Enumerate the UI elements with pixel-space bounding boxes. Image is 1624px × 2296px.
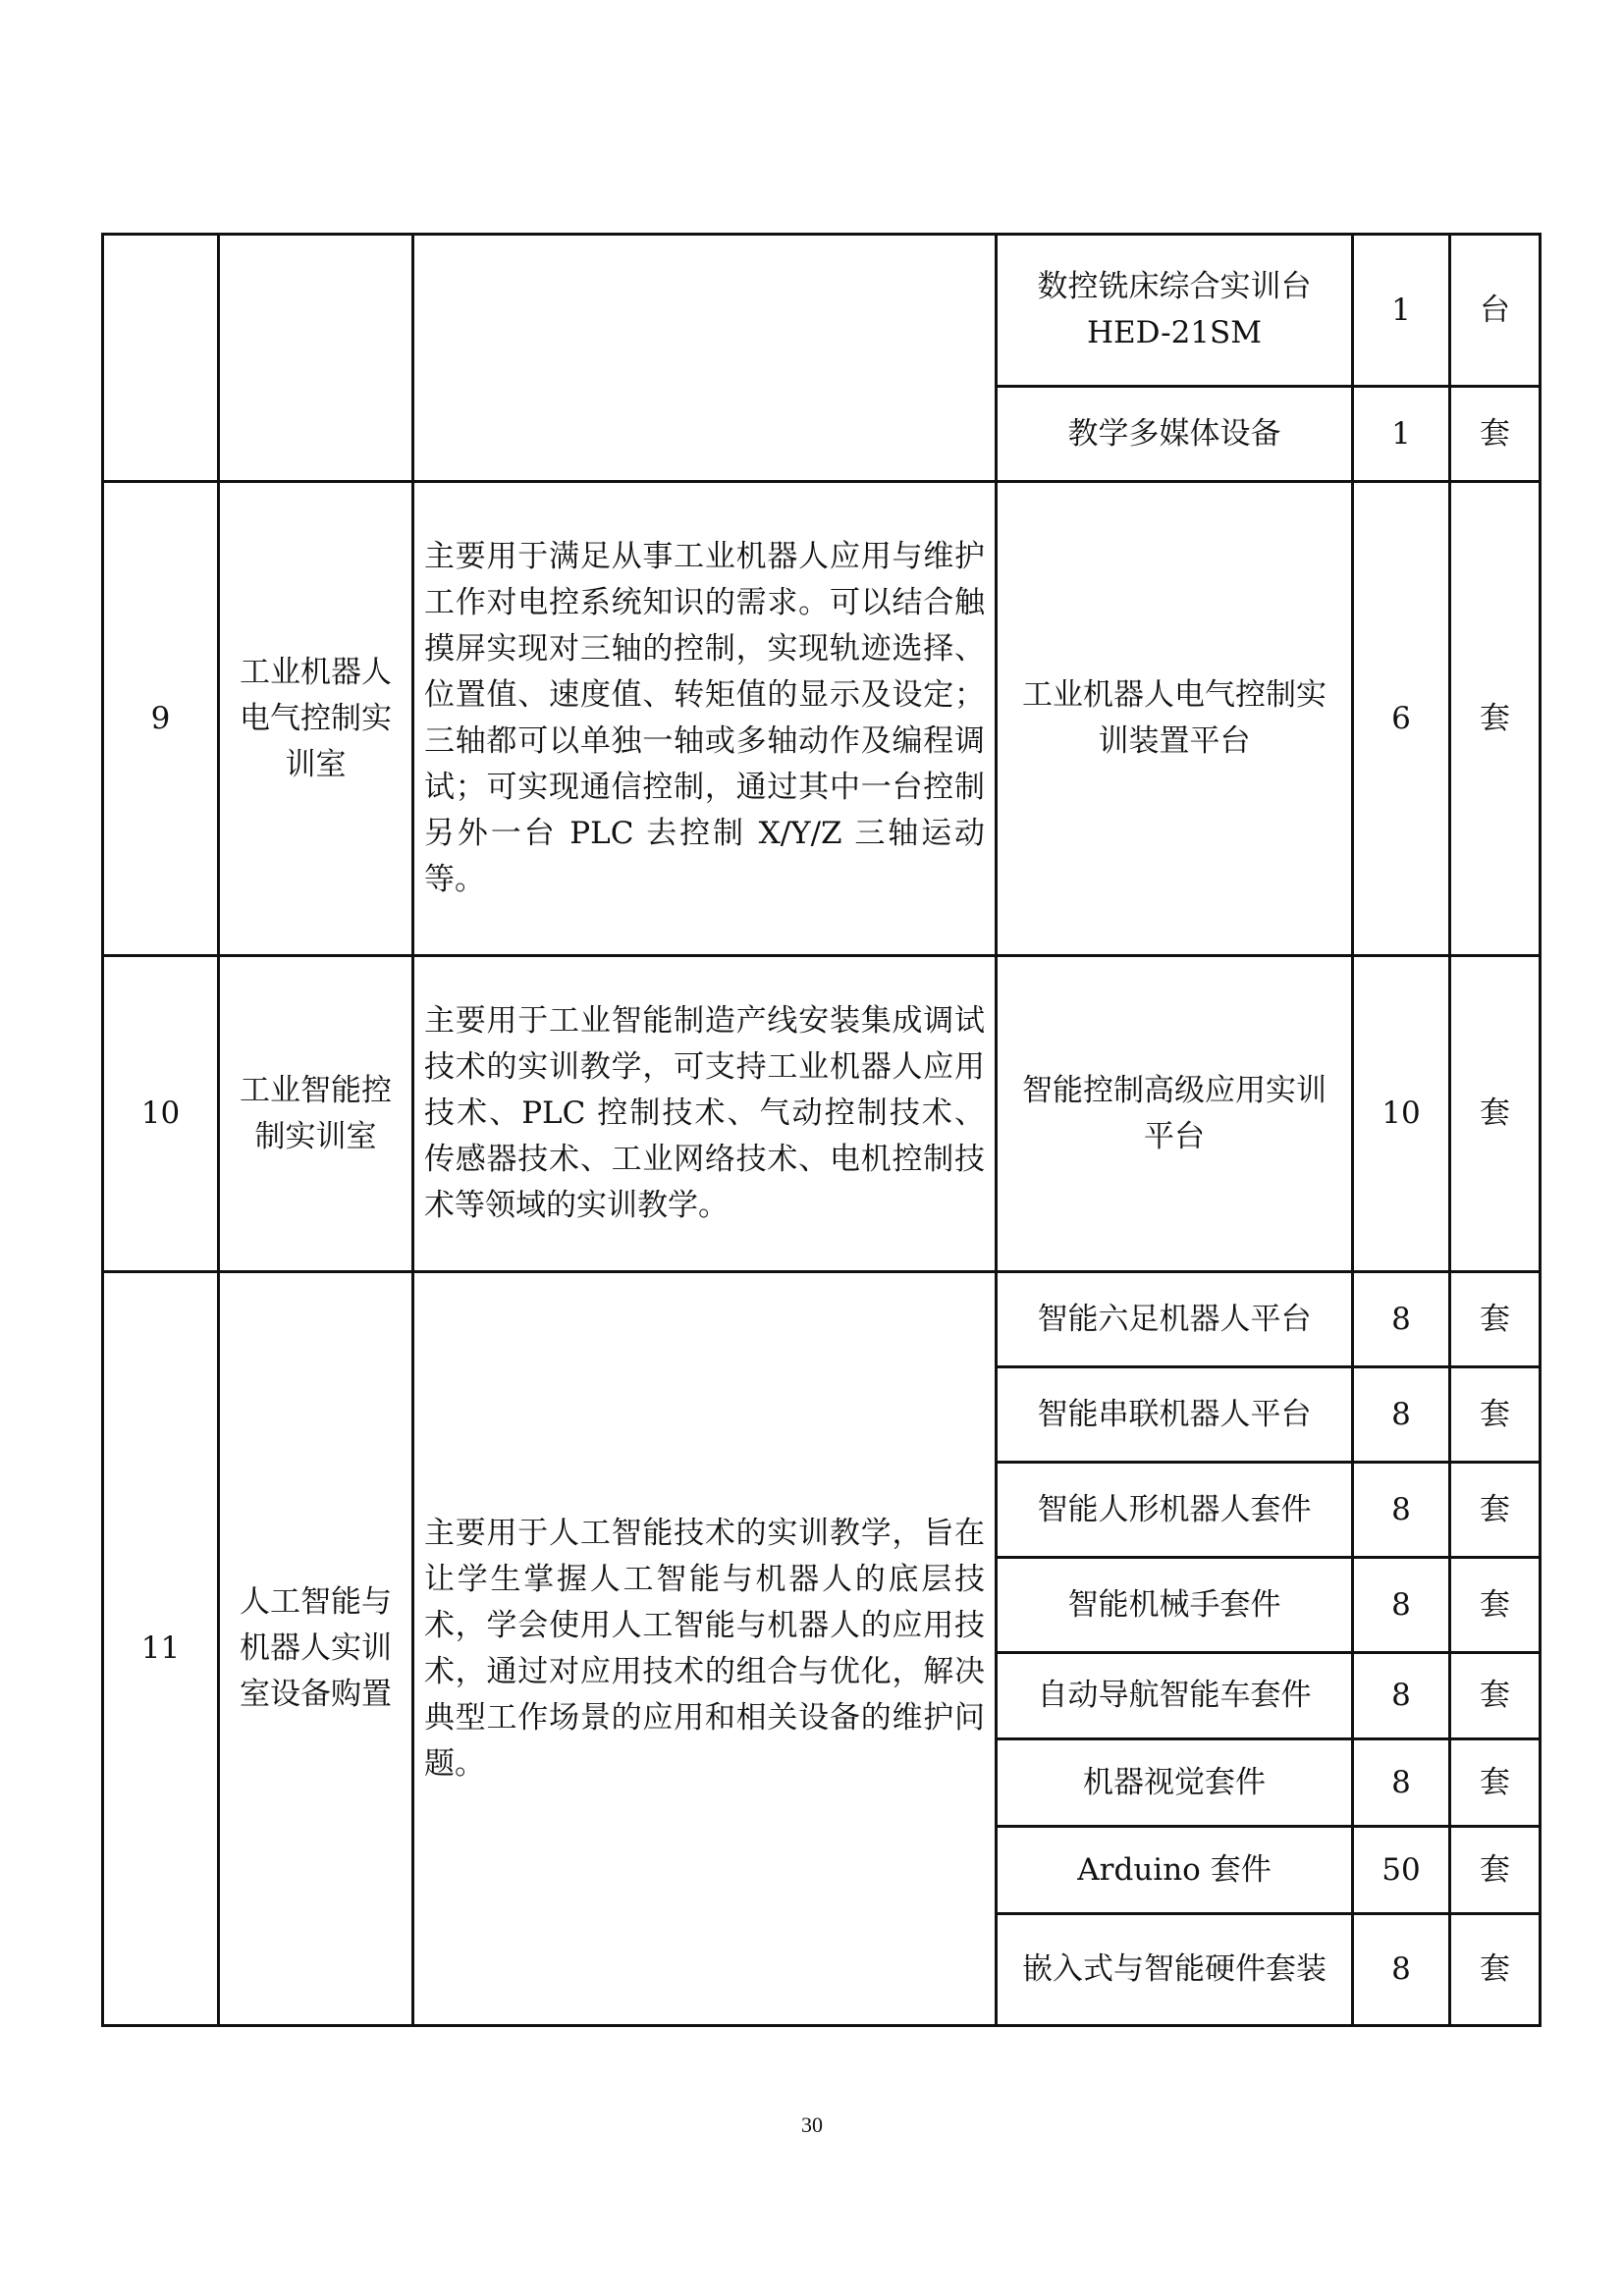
unit-cell: 套 — [1450, 1914, 1541, 2026]
quantity-cell: 6 — [1353, 482, 1450, 956]
quantity-cell: 8 — [1353, 1739, 1450, 1827]
quantity-cell: 8 — [1353, 1367, 1450, 1463]
equipment-name-cell: Arduino 套件 — [997, 1827, 1353, 1914]
quantity-cell: 8 — [1353, 1463, 1450, 1558]
unit-cell: 台 — [1450, 235, 1541, 387]
row-number-cell: 9 — [103, 482, 219, 956]
row-number-cell: 11 — [103, 1272, 219, 2026]
equipment-name-cell: 智能六足机器人平台 — [997, 1272, 1353, 1367]
equipment-table — [101, 233, 1542, 2027]
table-row — [103, 235, 1541, 387]
page-number: 30 — [801, 2112, 823, 2137]
quantity-cell: 10 — [1353, 956, 1450, 1272]
equipment-name-cell: 工业机器人电气控制实训装置平台 — [997, 482, 1353, 956]
row-number-cell — [103, 235, 219, 482]
equipment-name-cell — [997, 235, 1353, 387]
equipment-name-cell: 智能控制高级应用实训平台 — [997, 956, 1353, 1272]
unit-cell: 套 — [1450, 1653, 1541, 1739]
unit-cell: 套 — [1450, 1272, 1541, 1367]
equipment-name-cell: 机器视觉套件 — [997, 1739, 1353, 1827]
unit-cell: 套 — [1450, 1739, 1541, 1827]
equipment-name-cell: 自动导航智能车套件 — [997, 1653, 1353, 1739]
unit-cell: 套 — [1450, 1827, 1541, 1914]
lab-name-cell — [219, 235, 413, 482]
description-cell: 主要用于人工智能技术的实训教学，旨在让学生掌握人工智能与机器人的底层技术，学会使用人工智能与机器人的应用技术，通过对应用技术的组合与优化，解决典型工作场景的应用和相关设备的维护问题。 — [413, 1272, 997, 2026]
unit-cell: 套 — [1450, 387, 1541, 482]
description-cell: 主要用于工业智能制造产线安装集成调试技术的实训教学，可支持工业机器人应用技术、PLC 控制技术、气动控制技术、传感器技术、工业网络技术、电机控制技术等领域的实训教学。 — [413, 956, 997, 1272]
unit-cell: 套 — [1450, 1367, 1541, 1463]
equipment-name-line: 数控铣床综合实训台 — [1037, 269, 1312, 304]
table-row — [103, 956, 1541, 1272]
quantity-cell: 8 — [1353, 1272, 1450, 1367]
lab-name-cell: 人工智能与机器人实训室设备购置 — [219, 1272, 413, 2026]
unit-cell: 套 — [1450, 1463, 1541, 1558]
quantity-cell: 1 — [1353, 235, 1450, 387]
equipment-name-cell: 智能机械手套件 — [997, 1558, 1353, 1653]
quantity-cell: 8 — [1353, 1914, 1450, 2026]
quantity-cell: 1 — [1353, 387, 1450, 482]
unit-cell: 套 — [1450, 1558, 1541, 1653]
table-row — [103, 1272, 1541, 1367]
equipment-name-cell: 嵌入式与智能硬件套装 — [997, 1914, 1353, 2026]
equipment-name-cell: 智能人形机器人套件 — [997, 1463, 1353, 1558]
quantity-cell: 50 — [1353, 1827, 1450, 1914]
equipment-model-line: HED-21SM — [1087, 315, 1262, 350]
lab-name-cell: 工业机器人电气控制实训室 — [219, 482, 413, 956]
unit-cell: 套 — [1450, 482, 1541, 956]
description-cell: 主要用于满足从事工业机器人应用与维护工作对电控系统知识的需求。可以结合触摸屏实现对三轴的控制，实现轨迹选择、位置值、速度值、转矩值的显示及设定；三轴都可以单独一轴或多轴动作及编程调试；可实现通信控制，通过其中一台控制另外一台 PLC 去控制 X/Y/Z 三轴运动等。 — [413, 482, 997, 956]
table-row — [103, 482, 1541, 956]
description-cell — [413, 235, 997, 482]
equipment-name-cell: 智能串联机器人平台 — [997, 1367, 1353, 1463]
quantity-cell: 8 — [1353, 1558, 1450, 1653]
unit-cell: 套 — [1450, 956, 1541, 1272]
equipment-name-cell: 教学多媒体设备 — [997, 387, 1353, 482]
lab-name-cell: 工业智能控制实训室 — [219, 956, 413, 1272]
row-number-cell: 10 — [103, 956, 219, 1272]
quantity-cell: 8 — [1353, 1653, 1450, 1739]
